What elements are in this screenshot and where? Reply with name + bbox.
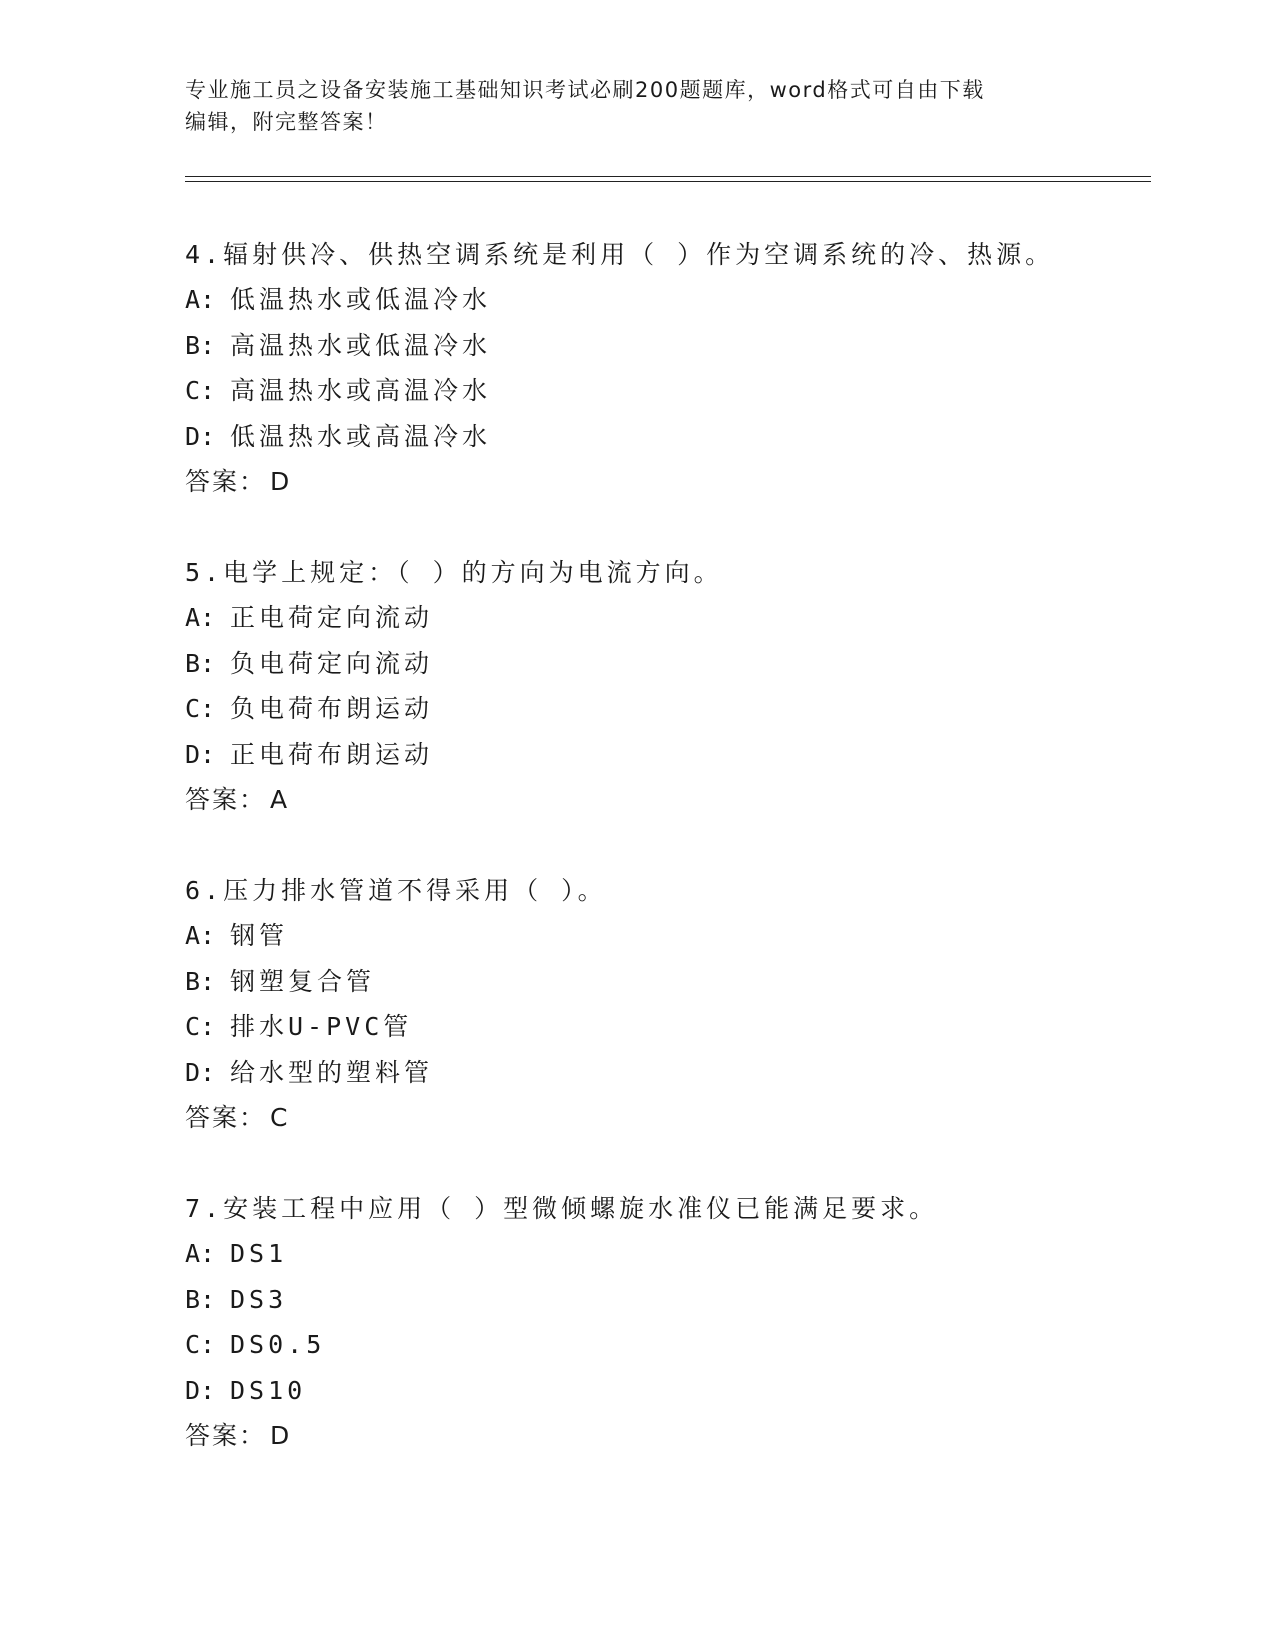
option-key: A: bbox=[185, 921, 216, 950]
option-b bbox=[185, 641, 1185, 687]
question-6 bbox=[185, 868, 1185, 1140]
answer-line bbox=[185, 777, 1185, 822]
option-text: 负电荷布朗运动 bbox=[230, 694, 434, 723]
header-divider-top bbox=[185, 176, 1151, 177]
answer-label: 答案： bbox=[185, 1103, 267, 1132]
option-text: DS3 bbox=[230, 1284, 288, 1314]
option-key: B: bbox=[185, 648, 216, 678]
option-key: C: bbox=[185, 694, 216, 723]
answer-label: 答案： bbox=[185, 467, 267, 496]
option-text: 负电荷定向流动 bbox=[230, 648, 434, 678]
option-key: A: bbox=[185, 1239, 216, 1268]
header-title-line-2: 编辑，附完整答案！ bbox=[185, 110, 388, 134]
option-b bbox=[185, 323, 1185, 369]
header-divider-bottom bbox=[185, 181, 1151, 182]
question-stem: 5.电学上规定：（ ）的方向为电流方向。 bbox=[185, 558, 723, 587]
option-c bbox=[185, 368, 1185, 414]
option-key: A: bbox=[185, 285, 216, 314]
option-key: C: bbox=[185, 1012, 216, 1041]
option-text: 给水型的塑料管 bbox=[230, 1057, 434, 1087]
option-c bbox=[185, 686, 1185, 732]
answer-label: 答案： bbox=[185, 785, 267, 814]
option-text: DS0.5 bbox=[230, 1330, 326, 1359]
answer-line bbox=[185, 459, 1185, 504]
question-5 bbox=[185, 550, 1185, 822]
option-key: B: bbox=[185, 966, 216, 996]
question-stem: 4.辐射供冷、供热空调系统是利用（ ）作为空调系统的冷、热源。 bbox=[185, 240, 1055, 269]
option-key: D: bbox=[185, 421, 216, 451]
question-stem: 6.压力排水管道不得采用（ ）。 bbox=[185, 876, 607, 905]
option-text: 低温热水或高温冷水 bbox=[230, 421, 492, 451]
header-title-line-1: 专业施工员之设备安装施工基础知识考试必刷200题题库，word格式可自由下载 bbox=[185, 78, 985, 102]
question-4 bbox=[185, 232, 1185, 504]
option-text: 正电荷布朗运动 bbox=[230, 739, 434, 769]
option-a bbox=[185, 277, 1185, 323]
option-text: 低温热水或低温冷水 bbox=[230, 285, 492, 314]
option-d bbox=[185, 1368, 1185, 1414]
option-text: 高温热水或高温冷水 bbox=[230, 376, 492, 405]
option-key: D: bbox=[185, 739, 216, 769]
option-b bbox=[185, 1277, 1185, 1323]
document-header bbox=[185, 74, 1085, 138]
answer-value: A bbox=[270, 785, 288, 814]
option-d bbox=[185, 732, 1185, 778]
option-text: 排水U-PVC管 bbox=[230, 1012, 413, 1041]
option-a bbox=[185, 913, 1185, 959]
option-text: 高温热水或低温冷水 bbox=[230, 330, 492, 360]
option-key: B: bbox=[185, 330, 216, 360]
answer-label: 答案： bbox=[185, 1421, 267, 1450]
option-b bbox=[185, 959, 1185, 1005]
answer-line bbox=[185, 1095, 1185, 1140]
option-a bbox=[185, 1231, 1185, 1277]
option-key: D: bbox=[185, 1057, 216, 1087]
option-key: D: bbox=[185, 1375, 216, 1405]
option-key: C: bbox=[185, 1330, 216, 1359]
question-stem: 7.安装工程中应用（ ）型微倾螺旋水准仪已能满足要求。 bbox=[185, 1194, 939, 1223]
option-d bbox=[185, 414, 1185, 460]
option-text: 钢塑复合管 bbox=[230, 966, 376, 996]
option-key: B: bbox=[185, 1284, 216, 1314]
option-key: A: bbox=[185, 603, 216, 632]
option-text: 正电荷定向流动 bbox=[230, 603, 434, 632]
option-c bbox=[185, 1004, 1185, 1050]
question-7 bbox=[185, 1186, 1185, 1458]
answer-line bbox=[185, 1413, 1185, 1458]
answer-value: D bbox=[270, 467, 290, 496]
option-a bbox=[185, 595, 1185, 641]
option-c bbox=[185, 1322, 1185, 1368]
option-text: DS1 bbox=[230, 1239, 288, 1268]
answer-value: D bbox=[270, 1421, 290, 1450]
option-key: C: bbox=[185, 376, 216, 405]
answer-value: C bbox=[270, 1103, 288, 1132]
option-text: DS10 bbox=[230, 1375, 307, 1405]
option-text: 钢管 bbox=[230, 921, 289, 950]
option-d bbox=[185, 1050, 1185, 1096]
